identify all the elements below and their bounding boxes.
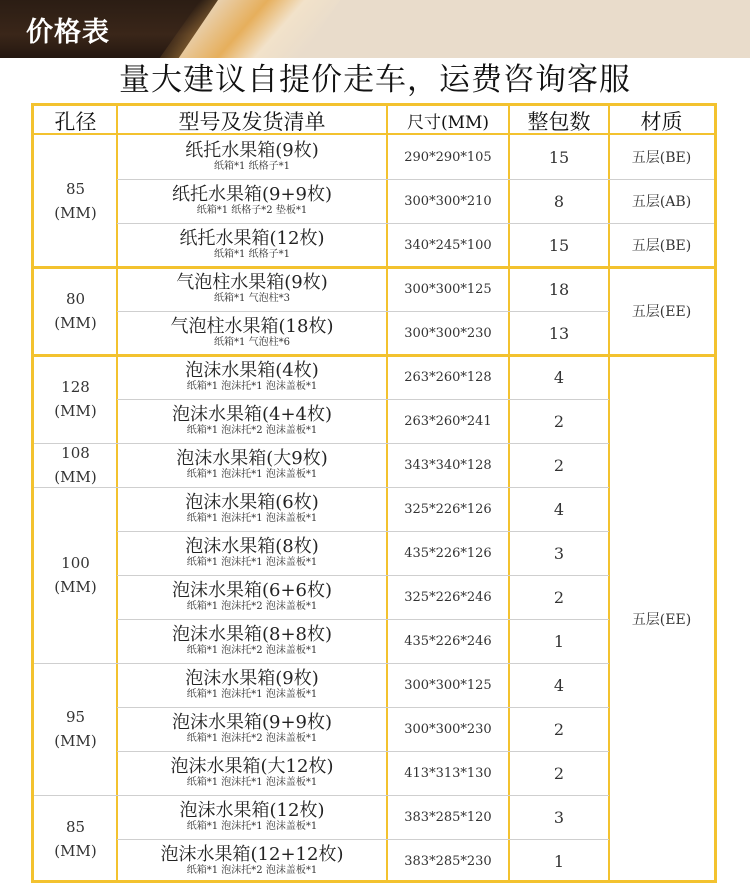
hole-diameter-value: 108 — [61, 444, 90, 462]
hole-diameter-unit: (MM) — [54, 732, 97, 750]
model-cell — [117, 531, 387, 575]
size-cell: 263*260*241 — [404, 413, 492, 429]
hole-diameter-unit: (MM) — [54, 578, 97, 596]
shipping-list: 纸箱*1 气泡柱*6 — [214, 337, 290, 348]
row-divider — [117, 311, 609, 312]
shipping-list: 纸箱*1 泡沫托*2 泡沫盖板*1 — [186, 425, 318, 436]
hole-diameter-value: 100 — [61, 554, 90, 572]
hole-divider — [34, 487, 117, 488]
hole-diameter-value: 85 — [65, 180, 86, 198]
row-divider — [117, 751, 609, 752]
pack-count-cell: 15 — [548, 147, 570, 167]
size-cell: 383*285*230 — [404, 853, 492, 869]
hole-diameter-unit: (MM) — [54, 468, 97, 486]
row-divider — [117, 663, 609, 664]
model-cell — [117, 267, 387, 311]
pack-count-cell: 8 — [553, 191, 565, 211]
group-divider — [34, 354, 714, 357]
size-cell: 300*300*125 — [404, 677, 492, 693]
row-divider — [117, 575, 609, 576]
row-divider — [117, 443, 609, 444]
hole-diameter-cell — [34, 487, 117, 663]
model-name: 纸托水果箱(9枚) — [185, 140, 319, 161]
model-name: 泡沫水果箱(12+12枚) — [160, 844, 344, 865]
model-cell — [117, 135, 387, 179]
hole-diameter-unit: (MM) — [54, 842, 97, 860]
hole-divider — [34, 795, 117, 796]
hole-diameter-value: 128 — [61, 378, 90, 396]
row-divider — [117, 487, 609, 488]
pack-count-cell: 2 — [553, 763, 565, 783]
pack-count-cell: 2 — [553, 455, 565, 475]
row-divider — [117, 795, 609, 796]
size-cell: 325*226*126 — [404, 501, 492, 517]
row-divider — [117, 399, 609, 400]
shipping-list: 纸箱*1 泡沫托*1 泡沫盖板*1 — [186, 513, 318, 524]
model-cell — [117, 179, 387, 223]
hole-diameter-cell — [34, 663, 117, 795]
pack-count-cell: 13 — [548, 323, 570, 343]
hole-diameter-cell — [34, 355, 117, 443]
shipping-list: 纸箱*1 泡沫托*2 泡沫盖板*1 — [186, 733, 318, 744]
material-cell: 五层(EE) — [631, 304, 692, 320]
size-cell: 263*260*128 — [404, 369, 492, 385]
material-cell: 五层(AB) — [631, 194, 692, 210]
model-cell — [117, 443, 387, 487]
group-divider — [34, 266, 714, 269]
row-divider — [117, 223, 609, 224]
model-name: 纸托水果箱(12枚) — [179, 228, 325, 249]
pack-count-cell: 3 — [553, 807, 565, 827]
hole-diameter-value: 80 — [65, 290, 86, 308]
pack-count-cell: 15 — [548, 235, 570, 255]
model-name: 泡沫水果箱(9枚) — [185, 668, 319, 689]
model-cell — [117, 575, 387, 619]
model-cell — [117, 355, 387, 399]
row-divider — [117, 531, 609, 532]
model-name: 泡沫水果箱(6枚) — [185, 492, 319, 513]
shipping-list: 纸箱*1 泡沫托*1 泡沫盖板*1 — [186, 469, 318, 480]
model-cell — [117, 707, 387, 751]
col-hole-header: 孔径 — [54, 109, 97, 134]
model-cell — [117, 399, 387, 443]
shipping-list: 纸箱*1 泡沫托*2 泡沫盖板*1 — [186, 865, 318, 876]
price-table — [31, 103, 717, 883]
material-cell: 五层(BE) — [631, 150, 692, 166]
size-cell: 300*300*230 — [404, 325, 492, 341]
row-divider — [117, 839, 609, 840]
model-name: 泡沫水果箱(6+6枚) — [171, 580, 333, 601]
shipping-list: 纸箱*1 泡沫托*1 泡沫盖板*1 — [186, 821, 318, 832]
pack-count-cell: 2 — [553, 719, 565, 739]
hole-diameter-cell — [34, 443, 117, 487]
model-name: 气泡柱水果箱(9枚) — [176, 272, 328, 293]
hole-diameter-cell — [34, 135, 117, 267]
model-name: 泡沫水果箱(大12枚) — [170, 756, 334, 777]
model-cell — [117, 795, 387, 839]
model-cell — [117, 839, 387, 883]
model-name: 气泡柱水果箱(18枚) — [170, 316, 334, 337]
hole-diameter-cell — [34, 267, 117, 355]
pack-count-cell: 2 — [553, 587, 565, 607]
shipping-list: 纸箱*1 泡沫托*1 泡沫盖板*1 — [186, 689, 318, 700]
hole-diameter-cell — [34, 795, 117, 883]
size-cell: 383*285*120 — [404, 809, 492, 825]
size-cell: 325*226*246 — [404, 589, 492, 605]
pack-count-cell: 3 — [553, 543, 565, 563]
material-cell: 五层(BE) — [631, 238, 692, 254]
pack-count-cell: 1 — [553, 851, 565, 871]
hole-divider — [34, 443, 117, 444]
material-divider — [609, 223, 714, 224]
size-cell: 300*300*210 — [404, 193, 492, 209]
hole-diameter-value: 95 — [65, 708, 86, 726]
shipping-list: 纸箱*1 泡沫托*1 泡沫盖板*1 — [186, 777, 318, 788]
material-cell: 五层(EE) — [631, 612, 692, 628]
page-title: 价格表 — [26, 17, 110, 48]
shipping-list: 纸箱*1 气泡柱*3 — [214, 293, 290, 304]
pack-count-cell: 4 — [553, 499, 565, 519]
size-cell: 340*245*100 — [404, 237, 492, 253]
model-name: 泡沫水果箱(大9枚) — [176, 448, 328, 469]
title-bar — [0, 0, 750, 58]
col-model-header: 型号及发货清单 — [178, 109, 326, 134]
model-name: 泡沫水果箱(4+4枚) — [171, 404, 333, 425]
size-cell: 413*313*130 — [404, 765, 492, 781]
pack-count-cell: 18 — [548, 279, 570, 299]
model-cell — [117, 223, 387, 267]
col-pack-header: 整包数 — [527, 109, 591, 134]
headline: 量大建议自提价走车，运费咨询客服 — [119, 62, 631, 98]
shipping-list: 纸箱*1 泡沫托*1 泡沫盖板*1 — [186, 381, 318, 392]
size-cell: 290*290*105 — [404, 149, 492, 165]
size-cell: 300*300*230 — [404, 721, 492, 737]
size-cell: 435*226*246 — [404, 633, 492, 649]
pack-count-cell: 1 — [553, 631, 565, 651]
size-cell: 300*300*125 — [404, 281, 492, 297]
model-cell — [117, 311, 387, 355]
header-divider — [34, 133, 714, 135]
model-name: 泡沫水果箱(12枚) — [179, 800, 325, 821]
model-name: 泡沫水果箱(9+9枚) — [171, 712, 333, 733]
size-cell: 343*340*128 — [404, 457, 492, 473]
model-cell — [117, 619, 387, 663]
model-cell — [117, 663, 387, 707]
size-cell: 435*226*126 — [404, 545, 492, 561]
model-cell — [117, 487, 387, 531]
shipping-list: 纸箱*1 纸格子*2 垫板*1 — [196, 205, 308, 216]
shipping-list: 纸箱*1 泡沫托*2 泡沫盖板*1 — [186, 645, 318, 656]
shipping-list: 纸箱*1 纸格子*1 — [214, 161, 290, 172]
model-cell — [117, 751, 387, 795]
hole-diameter-unit: (MM) — [54, 314, 97, 332]
col-size-header: 尺寸(MM) — [406, 113, 490, 133]
row-divider — [117, 179, 609, 180]
model-name: 泡沫水果箱(8+8枚) — [171, 624, 333, 645]
row-divider — [117, 619, 609, 620]
hole-diameter-unit: (MM) — [54, 204, 97, 222]
model-name: 泡沫水果箱(8枚) — [185, 536, 319, 557]
material-divider — [609, 179, 714, 180]
col-material-header: 材质 — [640, 109, 683, 134]
pack-count-cell: 4 — [553, 367, 565, 387]
hole-divider — [34, 663, 117, 664]
pack-count-cell: 2 — [553, 411, 565, 431]
model-name: 泡沫水果箱(4枚) — [185, 360, 319, 381]
shipping-list: 纸箱*1 纸格子*1 — [214, 249, 290, 260]
model-name: 纸托水果箱(9+9枚) — [171, 184, 333, 205]
hole-diameter-unit: (MM) — [54, 402, 97, 420]
hole-diameter-value: 85 — [65, 818, 86, 836]
pack-count-cell: 4 — [553, 675, 565, 695]
shipping-list: 纸箱*1 泡沫托*2 泡沫盖板*1 — [186, 601, 318, 612]
shipping-list: 纸箱*1 泡沫托*1 泡沫盖板*1 — [186, 557, 318, 568]
row-divider — [117, 707, 609, 708]
